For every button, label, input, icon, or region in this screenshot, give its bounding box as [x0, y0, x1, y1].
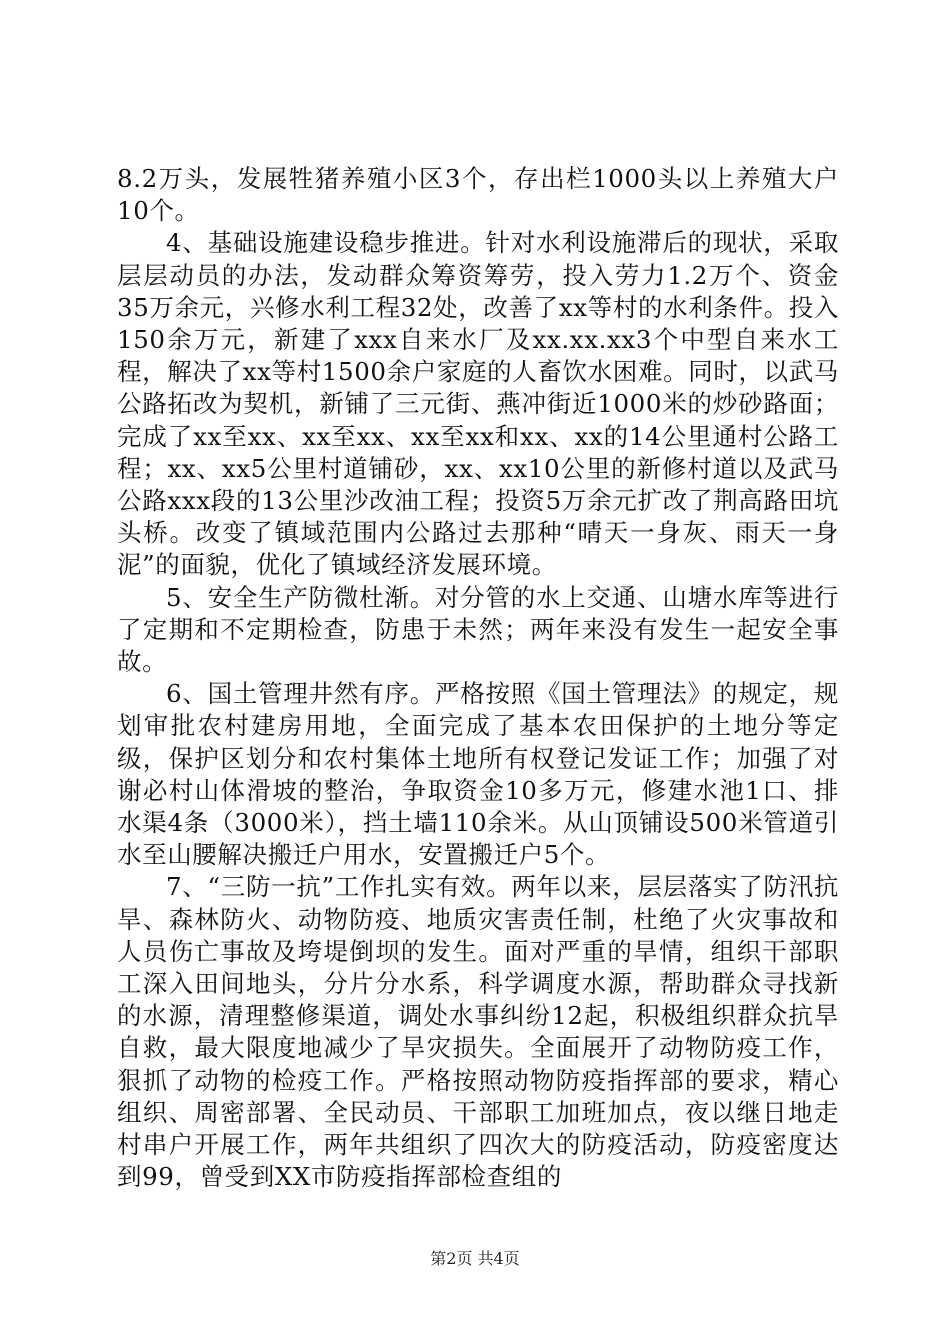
paragraph-safety: 5、安全生产防微杜渐。对分管的水上交通、山塘水库等进行了定期和不定期检查，防患于未然；两年来没有发生一起安全事故。: [117, 582, 839, 677]
paragraph-infrastructure: 4、基础设施建设稳步推进。针对水利设施滞后的现状，采取层层动员的办法，发动群众筹资筹劳，投入劳力1.2万个、资金35万余元，兴修水利工程32处，改善了xx等村的水利条件。投入150余万元，新建了xxx自来水厂及xx.xx.xx3个中型自来水工程，解决了xx等村1500余户家庭的人畜饮水困难。同时，以武马公路拓改为契机，新铺了三元街、燕冲街近1000米的炒砂路面；完成了xx至xx、xx至xx、xx至xx和xx、xx的14公里通村公路工程；xx、xx5公里村道铺砂，xx、xx10公里的新修村道以及武马公路xxx段的13公里沙改油工程；投资5万余元扩改了荆高路田坑头桥。改变了镇域范围内公路过去那种“晴天一身灰、雨天一身泥”的面貌，优化了镇域经济发展环境。: [117, 228, 839, 580]
paragraph-disaster-prevention: 7、“三防一抗”工作扎实有效。两年以来，层层落实了防汛抗旱、森林防火、动物防疫、地质灾害责任制，杜绝了火灾事故和人员伤亡事故及垮堤倒坝的发生。面对严重的旱情，组织干部职工深入田间地头，分片分水系，科学调度水源，帮助群众寻找新的水源，清理整修渠道，调处水事纠纷12起，积极组织群众抗旱自救，最大限度地减少了旱灾损失。全面展开了动物防疫工作，狠抓了动物的检疫工作。严格按照动物防疫指挥部的要求，精心组织、周密部署、全民动员、干部职工加班加点，夜以继日地走村串户开展工作，两年共组织了四次大的防疫活动，防疫密度达到99，曾受到XX市防疫指挥部检查组的: [117, 872, 839, 1192]
document-body: [117, 163, 839, 1194]
paragraph-land-management: 6、国土管理井然有序。严格按照《国土管理法》的规定，规划审批农村建房用地，全面完成了基本农田保护的土地分等定级，保护区划分和农村集体土地所有权登记发证工作；加强了对谢必村山体滑坡的整治，争取资金10多万元，修建水池1口、排水渠4条（3000米），挡土墙110余米。从山顶铺设500米管道引水至山腰解决搬迁户用水，安置搬迁户5个。: [117, 679, 839, 870]
page-footer: 第2页 共4页: [430, 1249, 520, 1268]
paragraph-continuation: 8.2万头，发展牲猪养殖小区3个，存出栏1000头以上养殖大户10个。: [117, 164, 839, 226]
